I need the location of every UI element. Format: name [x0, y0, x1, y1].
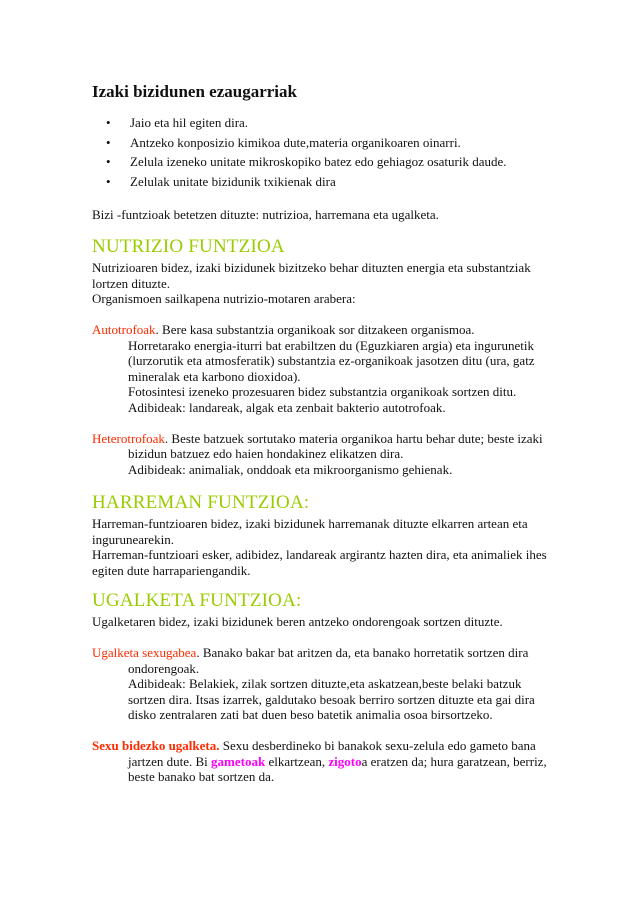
autotrofoak-line: mineralak eta karbono dioxidoa).	[128, 368, 301, 384]
list-item: • Zelula izeneko unitate mikroskopiko batez edo gehiagoz osaturik daude.	[92, 152, 562, 172]
section-nutrizio	[92, 260, 562, 477]
term-autotrofoak: Autotrofoak	[92, 322, 156, 337]
sexugabea-paragraph	[92, 645, 562, 661]
autotrofoak-paragraph	[92, 322, 562, 338]
autotrofoak-line: Adibideak: landareak, algak eta zenbait bakterio autotrofoak.	[128, 399, 446, 415]
heterotrofoak-line: bizidun batzuez edo haien hondakinez elikatzen dira.	[128, 446, 404, 461]
autotrofoak-line: Horretarako energia-iturri bat erabiltzen du (Eguzkiaren argia) eta ingurunetik	[128, 337, 534, 353]
term-ugalketa-sexugabea: Ugalketa sexugabea	[92, 645, 197, 660]
nutrizio-text: Nutrizioaren bidez, izaki bizidunek bizitzeko behar dituzten energia eta substantziak	[92, 260, 531, 275]
list-item: • Jaio eta hil egiten dira.	[92, 113, 562, 133]
sexugabea-line: disko zentralaren zati bat duen beso batetik animalia osoa birsortzeko.	[128, 707, 493, 722]
harreman-text: egiten dute harrapariengandik.	[92, 562, 251, 578]
sexu-ugalketa-paragraph	[92, 738, 562, 754]
intro-paragraph: Bizi -funtzioak betetzen dituzte: nutrizioa, harremana eta ugalketa.	[92, 207, 439, 222]
heterotrofoak-line: Adibideak: animaliak, onddoak eta mikroorganismo gehienak.	[128, 461, 453, 477]
autotrofoak-line: (lurzorutik eta atmosferatik) substantzia ez-organikoak jasotzen ditu (ura, gatz	[128, 353, 535, 368]
harreman-text: Harreman-funtzioaren bidez, izaki bizidunek harremanak dituzte elkarren artean eta	[92, 516, 528, 531]
nutrizio-text: lortzen dituzte.	[92, 275, 170, 291]
sexugabea-line: sortzen dira. Itsas izarrek, galdutako besoak berriro sortzen dituzte eta gai dira	[128, 691, 535, 707]
autotrofoak-text: . Bere kasa substantzia organikoak sor ditzakeen organismoa.	[155, 322, 475, 337]
heterotrofoak-paragraph	[92, 431, 562, 447]
harreman-text: ingurunearekin.	[92, 531, 174, 547]
ugalketa-text: Ugalketaren bidez, izaki bizidunek beren antzeko ondorengoak sortzen dituzte.	[92, 614, 503, 629]
nutrizio-text: Organismoen sailkapena nutrizio-motaren arabera:	[92, 291, 356, 306]
sexu-ugalketa-text: elkartzean,	[265, 753, 329, 769]
autotrofoak-line: Fotosintesi izeneko prozesuaren bidez substantzia organikoak sortzen ditu.	[128, 384, 517, 399]
section-harreman	[92, 516, 562, 578]
term-zigoto: zigoto	[328, 753, 362, 769]
sexugabea-text: . Banako bakar bat aritzen da, eta banako horretatik sortzen dira	[196, 645, 529, 660]
characteristics-list	[92, 113, 562, 191]
term-heterotrofoak: Heterotrofoak	[92, 430, 165, 446]
sexugabea-line: ondorengoak.	[128, 660, 200, 676]
sexu-ugalketa-line	[92, 754, 562, 770]
heterotrofoak-text: . Beste batzuek sortutako materia organikoa hartu behar dute; beste izaki	[164, 430, 543, 446]
heading-ugalketa: UGALKETA FUNTZIOA:	[92, 590, 302, 611]
sexugabea-line: Adibideak: Belakiek, zilak sortzen dituzte,eta askatzean,beste belaki batzuk	[128, 676, 522, 691]
section-ugalketa	[92, 614, 562, 785]
heading-nutrizio: NUTRIZIO FUNTZIOA	[92, 236, 285, 257]
list-item: • Antzeko konposizio kimikoa dute,materia organikoaren oinarri.	[92, 133, 562, 153]
heading-harreman: HARREMAN FUNTZIOA:	[92, 492, 310, 513]
list-item: • Zelulak unitate bizidunik txikienak dira	[92, 172, 562, 192]
page-title: Izaki bizidunen ezaugarriak	[92, 82, 297, 101]
sexu-ugalketa-text: jartzen dute. Bi	[128, 753, 212, 769]
sexu-ugalketa-line: beste banako bat sortzen da.	[128, 769, 275, 784]
sexu-ugalketa-text: a eratzen da; hura garatzean, berriz,	[361, 753, 547, 769]
harreman-text: Harreman-funtzioari esker, adibidez, landareak argirantz hazten dira, eta animaliek ihes	[92, 547, 547, 562]
term-gametoak: gametoak	[211, 753, 266, 769]
sexu-ugalketa-text: Sexu desberdineko bi banakok sexu-zelula edo gameto bana	[219, 738, 536, 753]
term-sexu-bidezko-ugalketa: Sexu bidezko ugalketa.	[92, 738, 220, 753]
